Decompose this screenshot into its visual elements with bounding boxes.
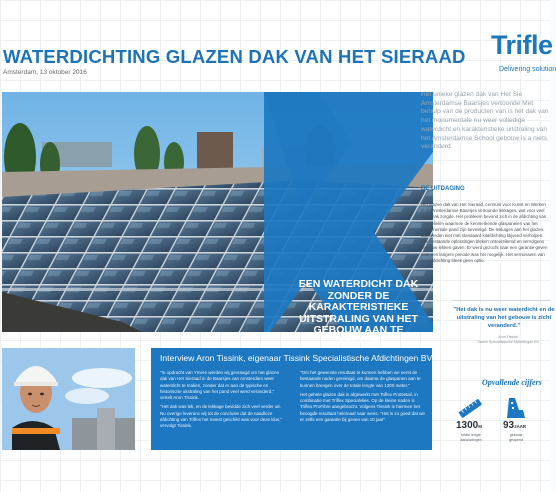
interview-paragraph: "In opdracht van Ymere werden wij gevraagd om het glazen dak van Het Sieraad in de Baarsjes van Amsterdam weer waterdicht te maken, zonder dat er aan de typische en historische uitstraling van het pand veel werd veranderd," vertelt Aron Tissink. xyxy=(160,370,280,401)
interview-panel xyxy=(151,348,432,450)
brand-tagline: Delivering solution xyxy=(499,66,556,73)
ruler-icon xyxy=(455,396,485,420)
section-body: Het glazen dak van Het Sieraad, centrum voor Kunst en Werken in de Amsterdamse Baarsjes vertoonde lekkages, wat voor veel ongemak zorgde. Het probleem bevond zich in de afdichting van de profielen waarmee de kenmerkende glaspanelen van het monumentale pand zijn bevestigd. De lekkages aan het glazen dak werden niet met standaard kitafdichting blijvend verholpen. Alle bestaande oplossingen bleken ontoereikend en vervolgens opnieuw lekken gaven. Er werd gezocht naar een garantie geven voor een langere periode was het mogelijk. Het vernieuwen van de kitafdichting bleek geen optie. xyxy=(421,202,548,263)
intro-text: Het unieke glazen dak van Het Sie Amsterdamse Baarsjes vertoonde Met behulp van de producten van is het dak van het monumentale nu weer volledige waterdicht en karakteristieke uitstraling van het Amsterdamse School gebouw is a niets veranderd. xyxy=(421,91,549,151)
portrait-photo xyxy=(2,348,135,450)
hero-photo xyxy=(2,92,433,348)
figure-label: totale lengte aansluitingen xyxy=(460,433,482,442)
figure-value xyxy=(503,420,526,431)
building-icon xyxy=(503,394,529,420)
hero-quote: EEN WATERDICHT DAK ZONDER DE KARAKTERISTIEKE UITSTRALING VAN HET GEBOUW AAN TE TASTEN xyxy=(298,278,419,348)
page-title: WATERDICHTING GLAZEN DAK VAN HET SIERAAD xyxy=(3,46,466,67)
interview-title: Interview Aron Tissink, eigenaar Tissink Specialistische Afdichtingen BV xyxy=(160,353,433,363)
figure-unit: M xyxy=(478,424,482,429)
figure-number: 93 xyxy=(503,420,515,431)
pull-quote: "Het dak is nu weer waterdicht en de uitstraling van het gebouw is zicht veranderd." xyxy=(453,307,555,329)
worker-portrait-image xyxy=(2,348,135,450)
interview-column-left xyxy=(160,370,287,433)
brand-logo: Trifle xyxy=(491,30,553,60)
figure-value xyxy=(456,420,482,431)
interview-column-right xyxy=(300,370,427,426)
figures-heading: Opvallende cijfers xyxy=(482,378,542,387)
divider xyxy=(452,300,550,301)
section-heading: DE UITDAGING xyxy=(421,186,465,192)
pull-quote-attribution: Aron Tissink Tissink Specialistische Afdichtingen BV xyxy=(476,335,540,344)
interview-paragraph: "Om het gewenste resultaat te kunnen hebben we eerst de bestaande naden gereinigd, om daarna de glaspanen aan te kunnen brengen over de totale lengte van 1300 meter." xyxy=(300,370,421,388)
interview-paragraph: Het gehele glazen dak is afgewerkt met Triflex ProDetail, in combinatie met Triflex Specialvlies. Op de kleine naden is Triflex ProFibre aangebracht. Volgens Tissink is hiermee het beoogde resultaat helemaal naar wens. "Het is zo goed dat we er zelfs een garantie bij geven van 10 jaar". xyxy=(300,391,425,423)
figure-label: gebouw geopend xyxy=(509,433,523,442)
figure-unit: JAAR xyxy=(514,424,527,429)
figure-number: 1300 xyxy=(456,420,479,431)
interview-paragraph: "Het dak was lek, en de lekkage bevidde zich veel verder uit. Nu overige leveranc wij tot de conclusie dat de naadloze afdichting van Triflex het meest geschikt was voor deze klus," vervolgt Tissink. xyxy=(160,404,283,429)
dateline: Amsterdam, 13 oktober 2016 xyxy=(3,69,87,76)
